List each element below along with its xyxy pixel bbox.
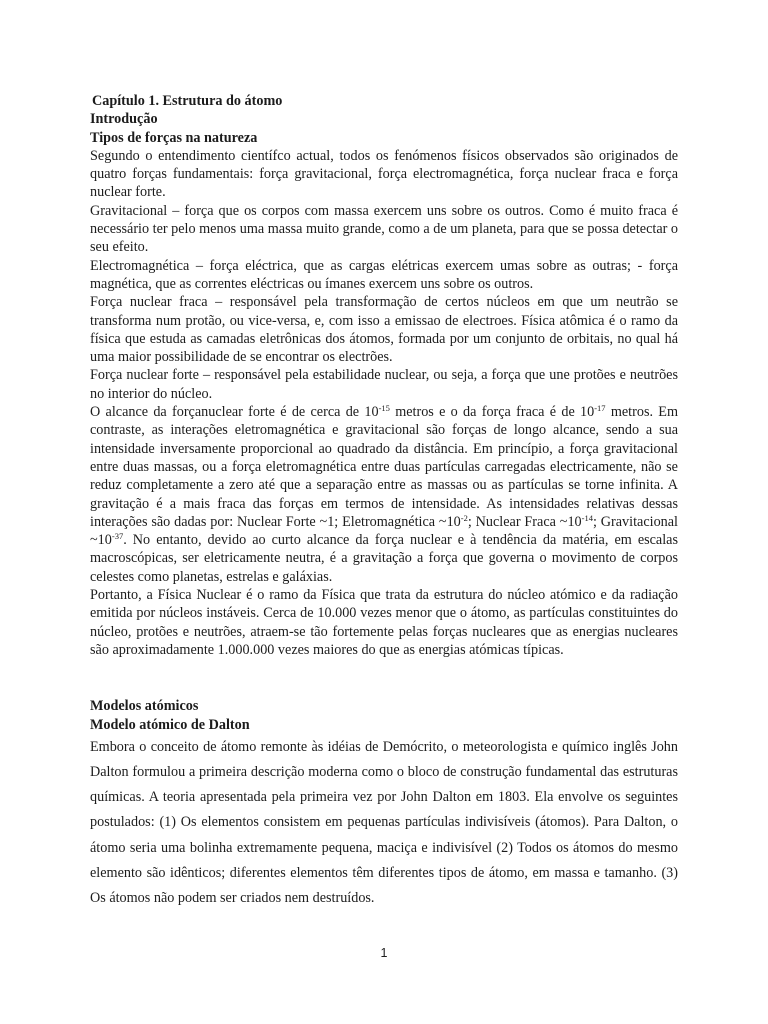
exponent-weak: -17 bbox=[594, 403, 606, 414]
range-text-6: . No entanto, devido ao curto alcance da força nuclear e à tendência da matéria, em escalas macroscópicas, ser eletricamente neutra, é a gravitação a força que governa o movimento de corpos celestes como planetas, estrelas e galáxias. bbox=[90, 532, 678, 585]
range-text-3: metros. Em contraste, as interações eletromagnética e gravitacional são forças de longo alcance, sendo a sua intensidade inversamente proporcional ao quadrado da distância. Em princípio, a força gravitacional entre duas massas, ou a força eletromagnética entre duas partículas carregadas electricamente, não se reduz completamente a zero até que a separação entre as massas ou as partículas se torne infinita. A gravitação é a mais fraca das forças em termos de intensidade. As intensidades relativas dessas interações são dadas por: Nuclear Forte ~1; Eletromagnética ~10 bbox=[90, 404, 678, 530]
paragraph-weak-nuclear: Força nuclear fraca – responsável pela transformação de certos núcleos em que um neutrão se transforma num protão, ou vice-versa, e, com isso a emissao de electroes. Física atômica é o ramo da física que estuda as camadas eletrônicas dos átomos, formada por um conjunto de orbitais, no qual há uma maior possibilidade de se encontrar os electrões. bbox=[90, 294, 678, 366]
page-number: 1 bbox=[380, 946, 388, 960]
forces-heading: Tipos de forças na natureza bbox=[90, 129, 258, 146]
section-spacer bbox=[90, 659, 678, 697]
atomic-models-section bbox=[90, 697, 678, 911]
paragraph-fundamental-forces: Segundo o entendimento científco actual, todos os fenómenos físicos observados são originados de quatro forças fundamentais: força gravitacional, força electromagnética, força nuclear fraca e força nuclear forte. bbox=[90, 147, 678, 201]
range-text-5: ; Gravitacional ~10 bbox=[90, 513, 679, 549]
chapter-title: Capítulo 1. Estrutura do átomo bbox=[92, 93, 283, 109]
exponent-strong: -15 bbox=[378, 403, 390, 414]
paragraph-electromagnetic: Electromagnética – força eléctrica, que as cargas elétricas exercem umas sobre as outras; - força magnética, que as correntes eléctricas ou ímanes exercem uns sobre os outros. bbox=[90, 257, 678, 292]
range-text-2: metros e o da força fraca é de 10 bbox=[389, 404, 595, 421]
paragraph-dalton-model: Embora o conceito de átomo remonte às idéias de Demócrito, o meteorologista e químico inglês John Dalton formulou a primeira descrição moderna como o bloco de construção fundamental das estruturas químicas. A teoria apresentada pela primeira vez por John Dalton em 1803. Ela envolve os seguintes postulados: (1) Os elementos consistem em pequenas partículas indivisíveis (átomos). Para Dalton, o átomo seria uma bolinha extremamente pequena, maciça e indivisível (2) Todos os átomos do mesmo elemento são idênticos; diferentes elementos têm diferentes tipos de átomo, em massa e tamanho. (3) Os átomos não podem ser criados nem destruídos. bbox=[90, 738, 678, 907]
intro-heading: Introdução bbox=[90, 111, 158, 128]
paragraph-nuclear-physics: Portanto, a Física Nuclear é o ramo da Física que trata da estrutura do núcleo atómico e da radiação emitida por núcleos instáveis. Cerca de 10.000 vezes menor que o átomo, as partículas constituintes do núcleo, protões e neutrões, atraem-se tão fortemente pelas forças nucleares que as energias nucleares são aproximadamente 1.000.000 vezes maiores do que as energias atómicas típicas. bbox=[90, 587, 678, 658]
exponent-weak-relative: -14 bbox=[581, 512, 593, 523]
paragraph-force-range bbox=[90, 403, 678, 586]
paragraph-gravitational: Gravitacional – força que os corpos com massa exercem uns sobre os outros. Como é muito fraca é necessário ter pelo menos uma massa muito grande, como a de um planeta, para que se possa detectar o seu efeito. bbox=[90, 202, 678, 256]
exponent-gravitational: -37 bbox=[111, 531, 124, 542]
paragraph-strong-nuclear: Força nuclear forte – responsável pela estabilidade nuclear, ou seja, a força que une protões e neutrões no interior do núcleo. bbox=[90, 367, 678, 402]
dalton-heading: Modelo atómico de Dalton bbox=[90, 716, 250, 733]
range-text-1: O alcance da forçanuclear forte é de cerca de 10 bbox=[90, 404, 379, 421]
document-page bbox=[90, 92, 678, 911]
range-text-4: ; Nuclear Fraca ~10 bbox=[467, 513, 582, 530]
exponent-electromagnetic: -2 bbox=[460, 512, 468, 523]
models-heading: Modelos atómicos bbox=[90, 698, 199, 715]
